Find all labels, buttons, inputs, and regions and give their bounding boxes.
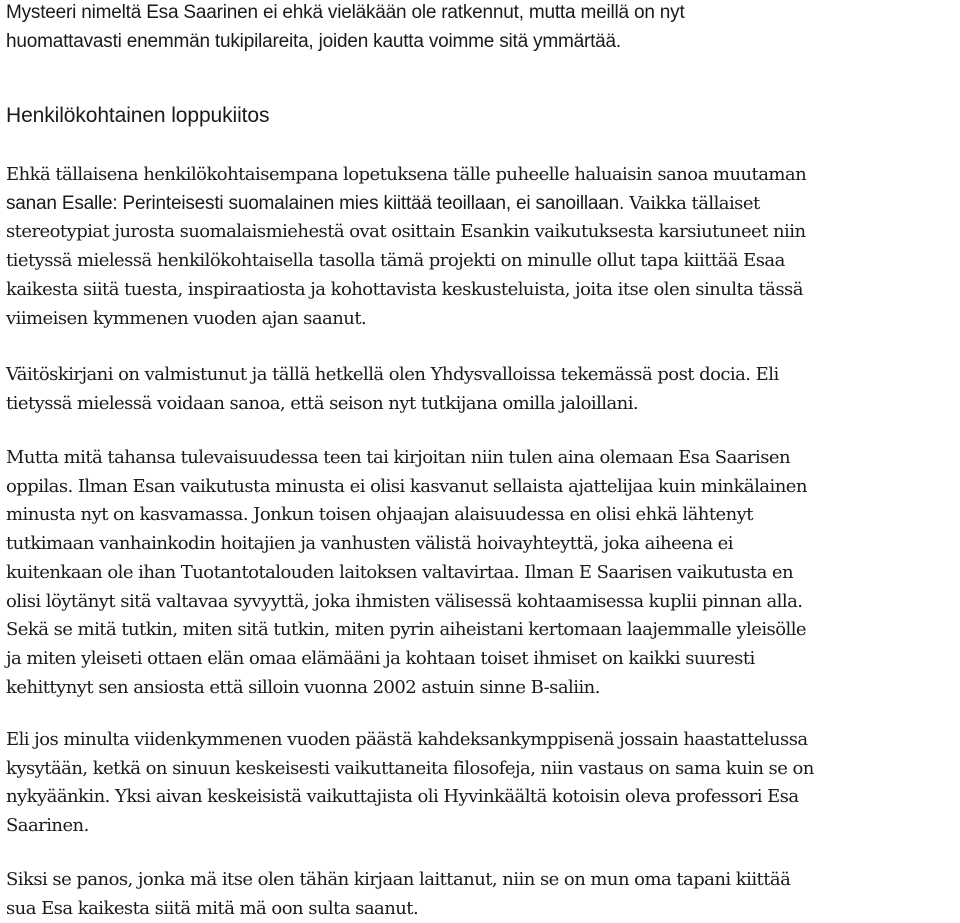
text-line: tietyssä mielessä henkilökohtaisella tasolla tämä projekti on minulle ollut tapa kiittää Esaa: [6, 250, 785, 272]
text-line: minusta nyt on kasvamassa. Jonkun toisen ohjaajan alaisuudessa en olisi ehkä lähtenyt: [6, 504, 753, 526]
paragraph-5: [6, 866, 960, 923]
text-line-mixed: [6, 190, 960, 219]
intro-paragraph: [6, 0, 960, 56]
section-heading: Henkilökohtainen loppukiitos: [6, 104, 270, 127]
text-line: olisi löytänyt sitä valtavaa syvyyttä, joka ihmisten välisessä kohtaamisessa kuplii pinnan alla.: [6, 590, 803, 612]
paragraph-2: [6, 361, 960, 418]
text-line: Siksi se panos, jonka mä itse olen tähän kirjaan laittanut, niin se on mun oma tapani kiittää: [6, 869, 791, 890]
text-line: kehittynyt sen ansiosta että silloin vuonna 2002 astuin sinne B-saliin.: [6, 676, 600, 698]
paragraph-1: [6, 161, 960, 333]
text-line: tietyssä mielessä voidaan sanoa, että seison nyt tutkijana omilla jaloillani.: [6, 392, 639, 414]
text-line: nykyäänkin. Yksi aivan keskeisistä vaikuttajista oli Hyvinkäältä kotoisin oleva professori Esa: [6, 786, 799, 808]
text-line: Ehkä tällaisena henkilökohtaisempana lopetuksena tälle puheelle haluaisin sanoa muutaman: [6, 164, 807, 185]
text-line: huomattavasti enemmän tukipilareita, joiden kautta voimme sitä ymmärtää.: [6, 30, 621, 52]
text-line: Mysteeri nimeltä Esa Saarinen ei ehkä vieläkään ole ratkennut, mutta meillä on nyt: [6, 2, 685, 23]
text-line: tutkimaan vanhainkodin hoitajien ja vanhusten välistä hoivayhteyttä, joka aiheena ei: [6, 533, 733, 555]
text-line: Sekä se mitä tutkin, miten sitä tutkin, miten pyrin aiheistani kertomaan laajemmalle yleisölle: [6, 619, 807, 641]
text-line: Eli jos minulta viidenkymmenen vuoden päästä kahdeksankymppisenä jossain haastattelussa: [6, 729, 808, 750]
text-line: stereotypiat jurosta suomalaismiehestä ovat osittain Esankin vaikutuksesta karsiutuneet niin: [6, 221, 806, 243]
text-line: Saarinen.: [6, 815, 89, 837]
text-line: kuitenkaan ole ihan Tuotantotalouden laitoksen valtavirtaa. Ilman E Saarisen vaikutusta en: [6, 561, 794, 583]
text-run: Vaikka tällaiset: [624, 192, 760, 214]
text-line: Mutta mitä tahansa tulevaisuudessa teen tai kirjoitan niin tulen aina olemaan Esa Saarisen: [6, 447, 791, 468]
text-line: kysytään, ketkä on sinuun keskeisesti vaikuttaneita filosofeja, niin vastaus on sama kuin se on: [6, 757, 814, 779]
text-line: kaikesta siitä tuesta, inspiraatiosta ja kohottavista keskusteluista, joita itse olen sinulta tässä: [6, 278, 803, 300]
text-line: viimeisen kymmenen vuoden ajan saanut.: [6, 307, 367, 329]
text-line: oppilas. Ilman Esan vaikutusta minusta ei olisi kasvanut sellaista ajattelijaa kuin minkälainen: [6, 475, 807, 497]
text-run: sanan Esalle: Perinteisesti suomalainen mies kiittää teoillaan, ei sanoillaan.: [6, 192, 625, 214]
text-line: ja miten yleiseti ottaen elän omaa elämääni ja kohtaan toiset ihmiset on kaikki suuresti: [6, 647, 755, 669]
paragraph-3: [6, 444, 960, 702]
text-line: sua Esa kaikesta siitä mitä mä oon sulta saanut.: [6, 897, 419, 919]
text-line: Väitöskirjani on valmistunut ja tällä hetkellä olen Yhdysvalloissa tekemässä post docia. Eli: [6, 364, 779, 385]
paragraph-4: [6, 726, 960, 841]
